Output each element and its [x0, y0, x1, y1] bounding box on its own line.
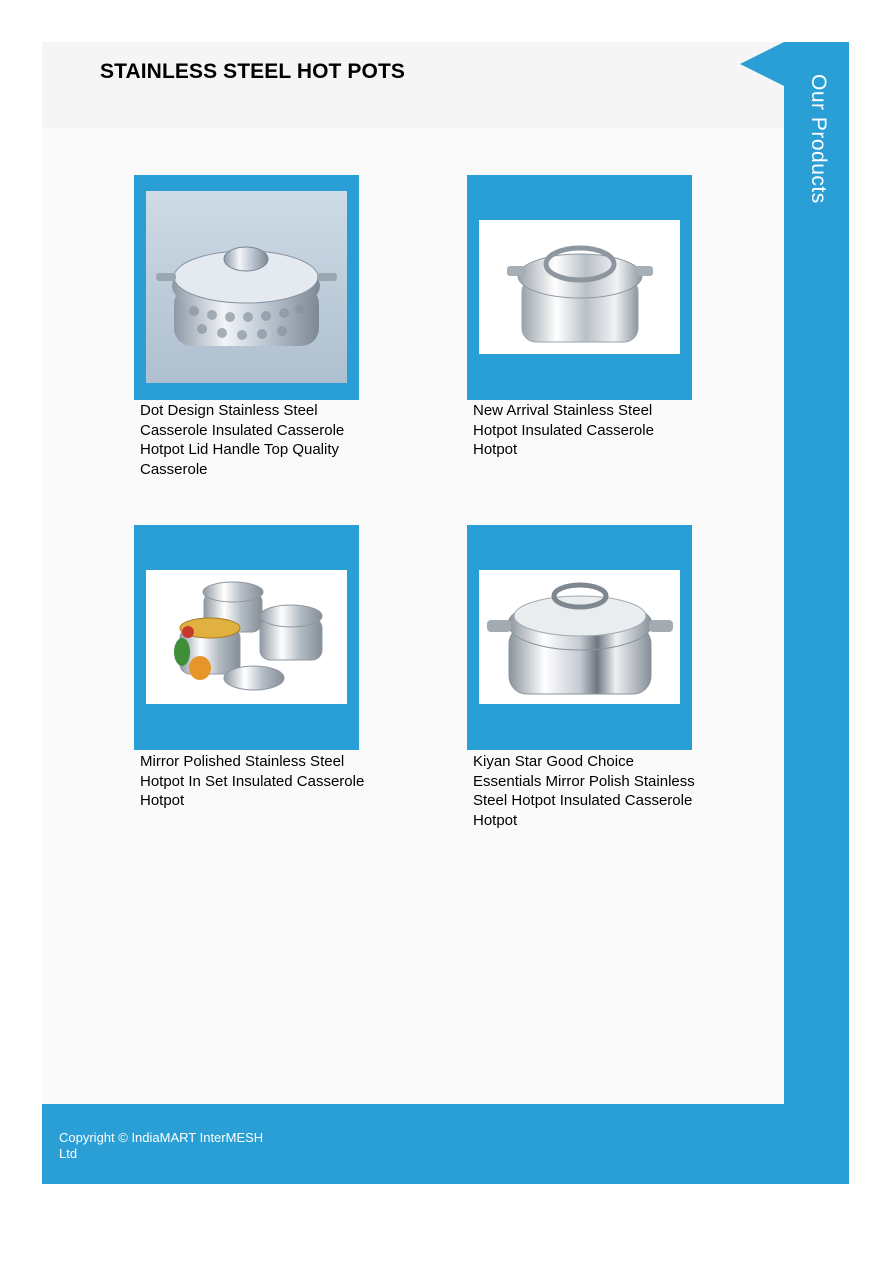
mirror-hotpot-image: [479, 570, 680, 704]
header-band: [42, 42, 784, 128]
product-name[interactable]: Kiyan Star Good Choice Essentials Mirror Polish Stainless Steel Hotpot Insulated Casserole Hotpot: [473, 753, 695, 829]
product-card[interactable]: [134, 175, 359, 400]
product-card[interactable]: [134, 525, 359, 750]
steel-hotpot-image: [479, 220, 680, 354]
copyright-text: Copyright © IndiaMART InterMESH Ltd: [59, 1130, 264, 1161]
side-tab-notch: [740, 42, 784, 86]
product-name[interactable]: New Arrival Stainless Steel Hotpot Insulated Casserole Hotpot: [473, 402, 654, 458]
product-card[interactable]: [467, 175, 692, 400]
side-tab-label: Our Products: [807, 74, 830, 204]
page-title: STAINLESS STEEL HOT POTS: [100, 60, 405, 83]
product-card[interactable]: [467, 525, 692, 750]
dotted-casserole-image: [146, 191, 347, 383]
product-name[interactable]: Mirror Polished Stainless Steel Hotpot In Set Insulated Casserole Hotpot: [140, 753, 365, 809]
hotpot-set-image: [146, 570, 347, 704]
product-name[interactable]: Dot Design Stainless Steel Casserole Insulated Casserole Hotpot Lid Handle Top Quality Casserole: [140, 402, 345, 478]
